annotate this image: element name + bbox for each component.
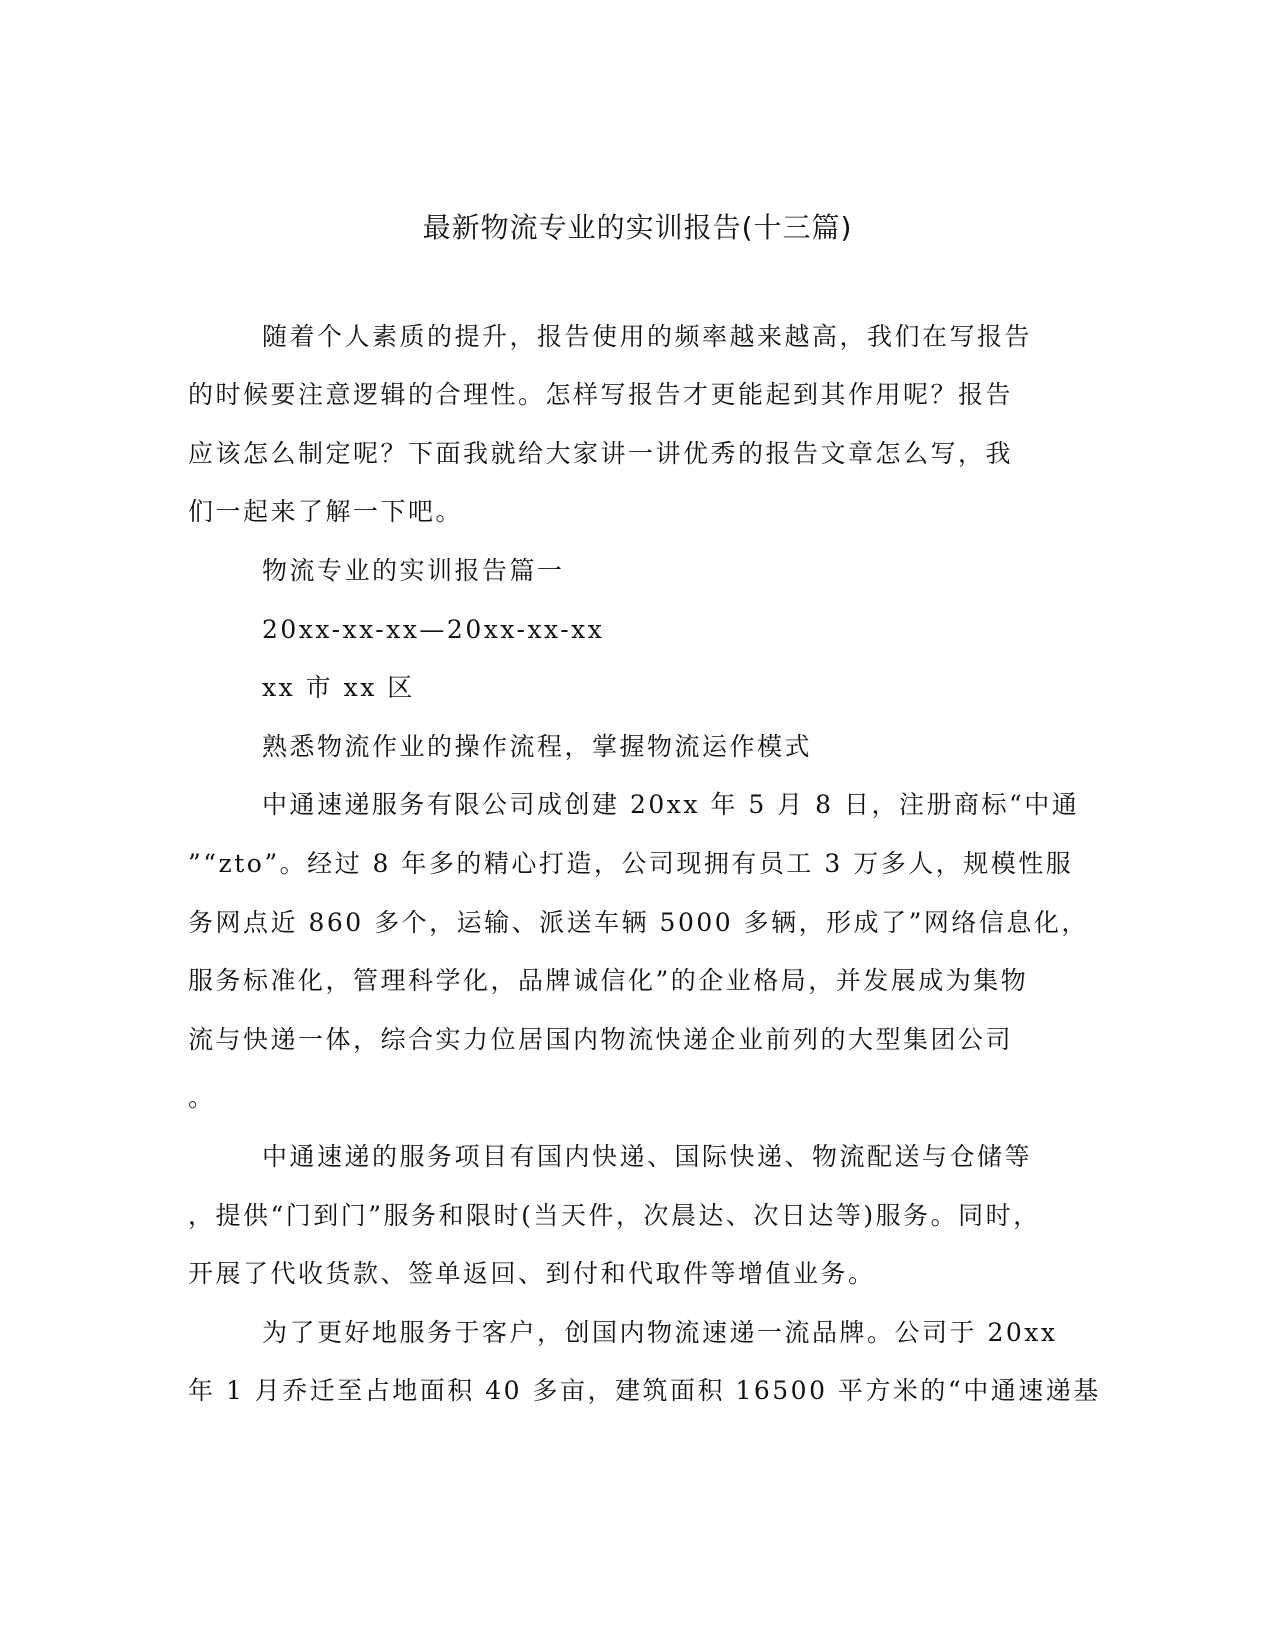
paragraph-line: 年 1 月乔迁至占地面积 40 多亩，建筑面积 16500 平方米的“中通速递基 bbox=[188, 1376, 1101, 1405]
paragraph-line: 为了更好地服务于客户，创国内物流速递一流品牌。公司于 20xx bbox=[262, 1318, 1058, 1347]
paragraph-line: 开展了代收货款、签单返回、到付和代取件等增值业务。 bbox=[188, 1259, 876, 1288]
paragraph-line: ，提供“门到门”服务和限时(当天件，次晨达、次日达等)服务。同时， bbox=[188, 1201, 1041, 1230]
paragraph-line: 应该怎么制定呢？下面我就给大家讲一讲优秀的报告文章怎么写，我 bbox=[188, 439, 1014, 468]
paragraph-line: 随着个人素质的提升，报告使用的频率越来越高，我们在写报告 bbox=[262, 322, 1033, 351]
document-title: 最新物流专业的实训报告(十三篇) bbox=[422, 211, 853, 244]
paragraph-line: 的时候要注意逻辑的合理性。怎样写报告才更能起到其作用呢？报告 bbox=[188, 380, 1014, 409]
date-range: 20xx-xx-xx—20xx-xx-xx bbox=[262, 615, 605, 644]
section-heading: 物流专业的实训报告篇一 bbox=[262, 556, 565, 585]
paragraph-line: 们一起来了解一下吧。 bbox=[188, 497, 464, 526]
paragraph-line: 中通速递服务有限公司成创建 20xx 年 5 月 8 日，注册商标“中通 bbox=[262, 790, 1080, 819]
paragraph-line: 务网点近 860 多个，运输、派送车辆 5000 多辆，形成了”网络信息化， bbox=[188, 908, 1089, 937]
paragraph-line: 。 bbox=[188, 1083, 216, 1112]
location: xx 市 xx 区 bbox=[262, 673, 415, 702]
paragraph-line: 中通速递的服务项目有国内快递、国际快递、物流配送与仓储等 bbox=[262, 1142, 1033, 1171]
paragraph-line: 流与快递一体，综合实力位居国内物流快递企业前列的大型集团公司 bbox=[188, 1025, 1014, 1054]
training-purpose: 熟悉物流作业的操作流程，掌握物流运作模式 bbox=[262, 732, 813, 761]
paragraph-line: ”“zto”。经过 8 年多的精心打造，公司现拥有员工 3 万多人，规模性服 bbox=[188, 849, 1074, 878]
paragraph-line: 服务标准化，管理科学化，品牌诚信化”的企业格局，并发展成为集物 bbox=[188, 966, 1029, 995]
